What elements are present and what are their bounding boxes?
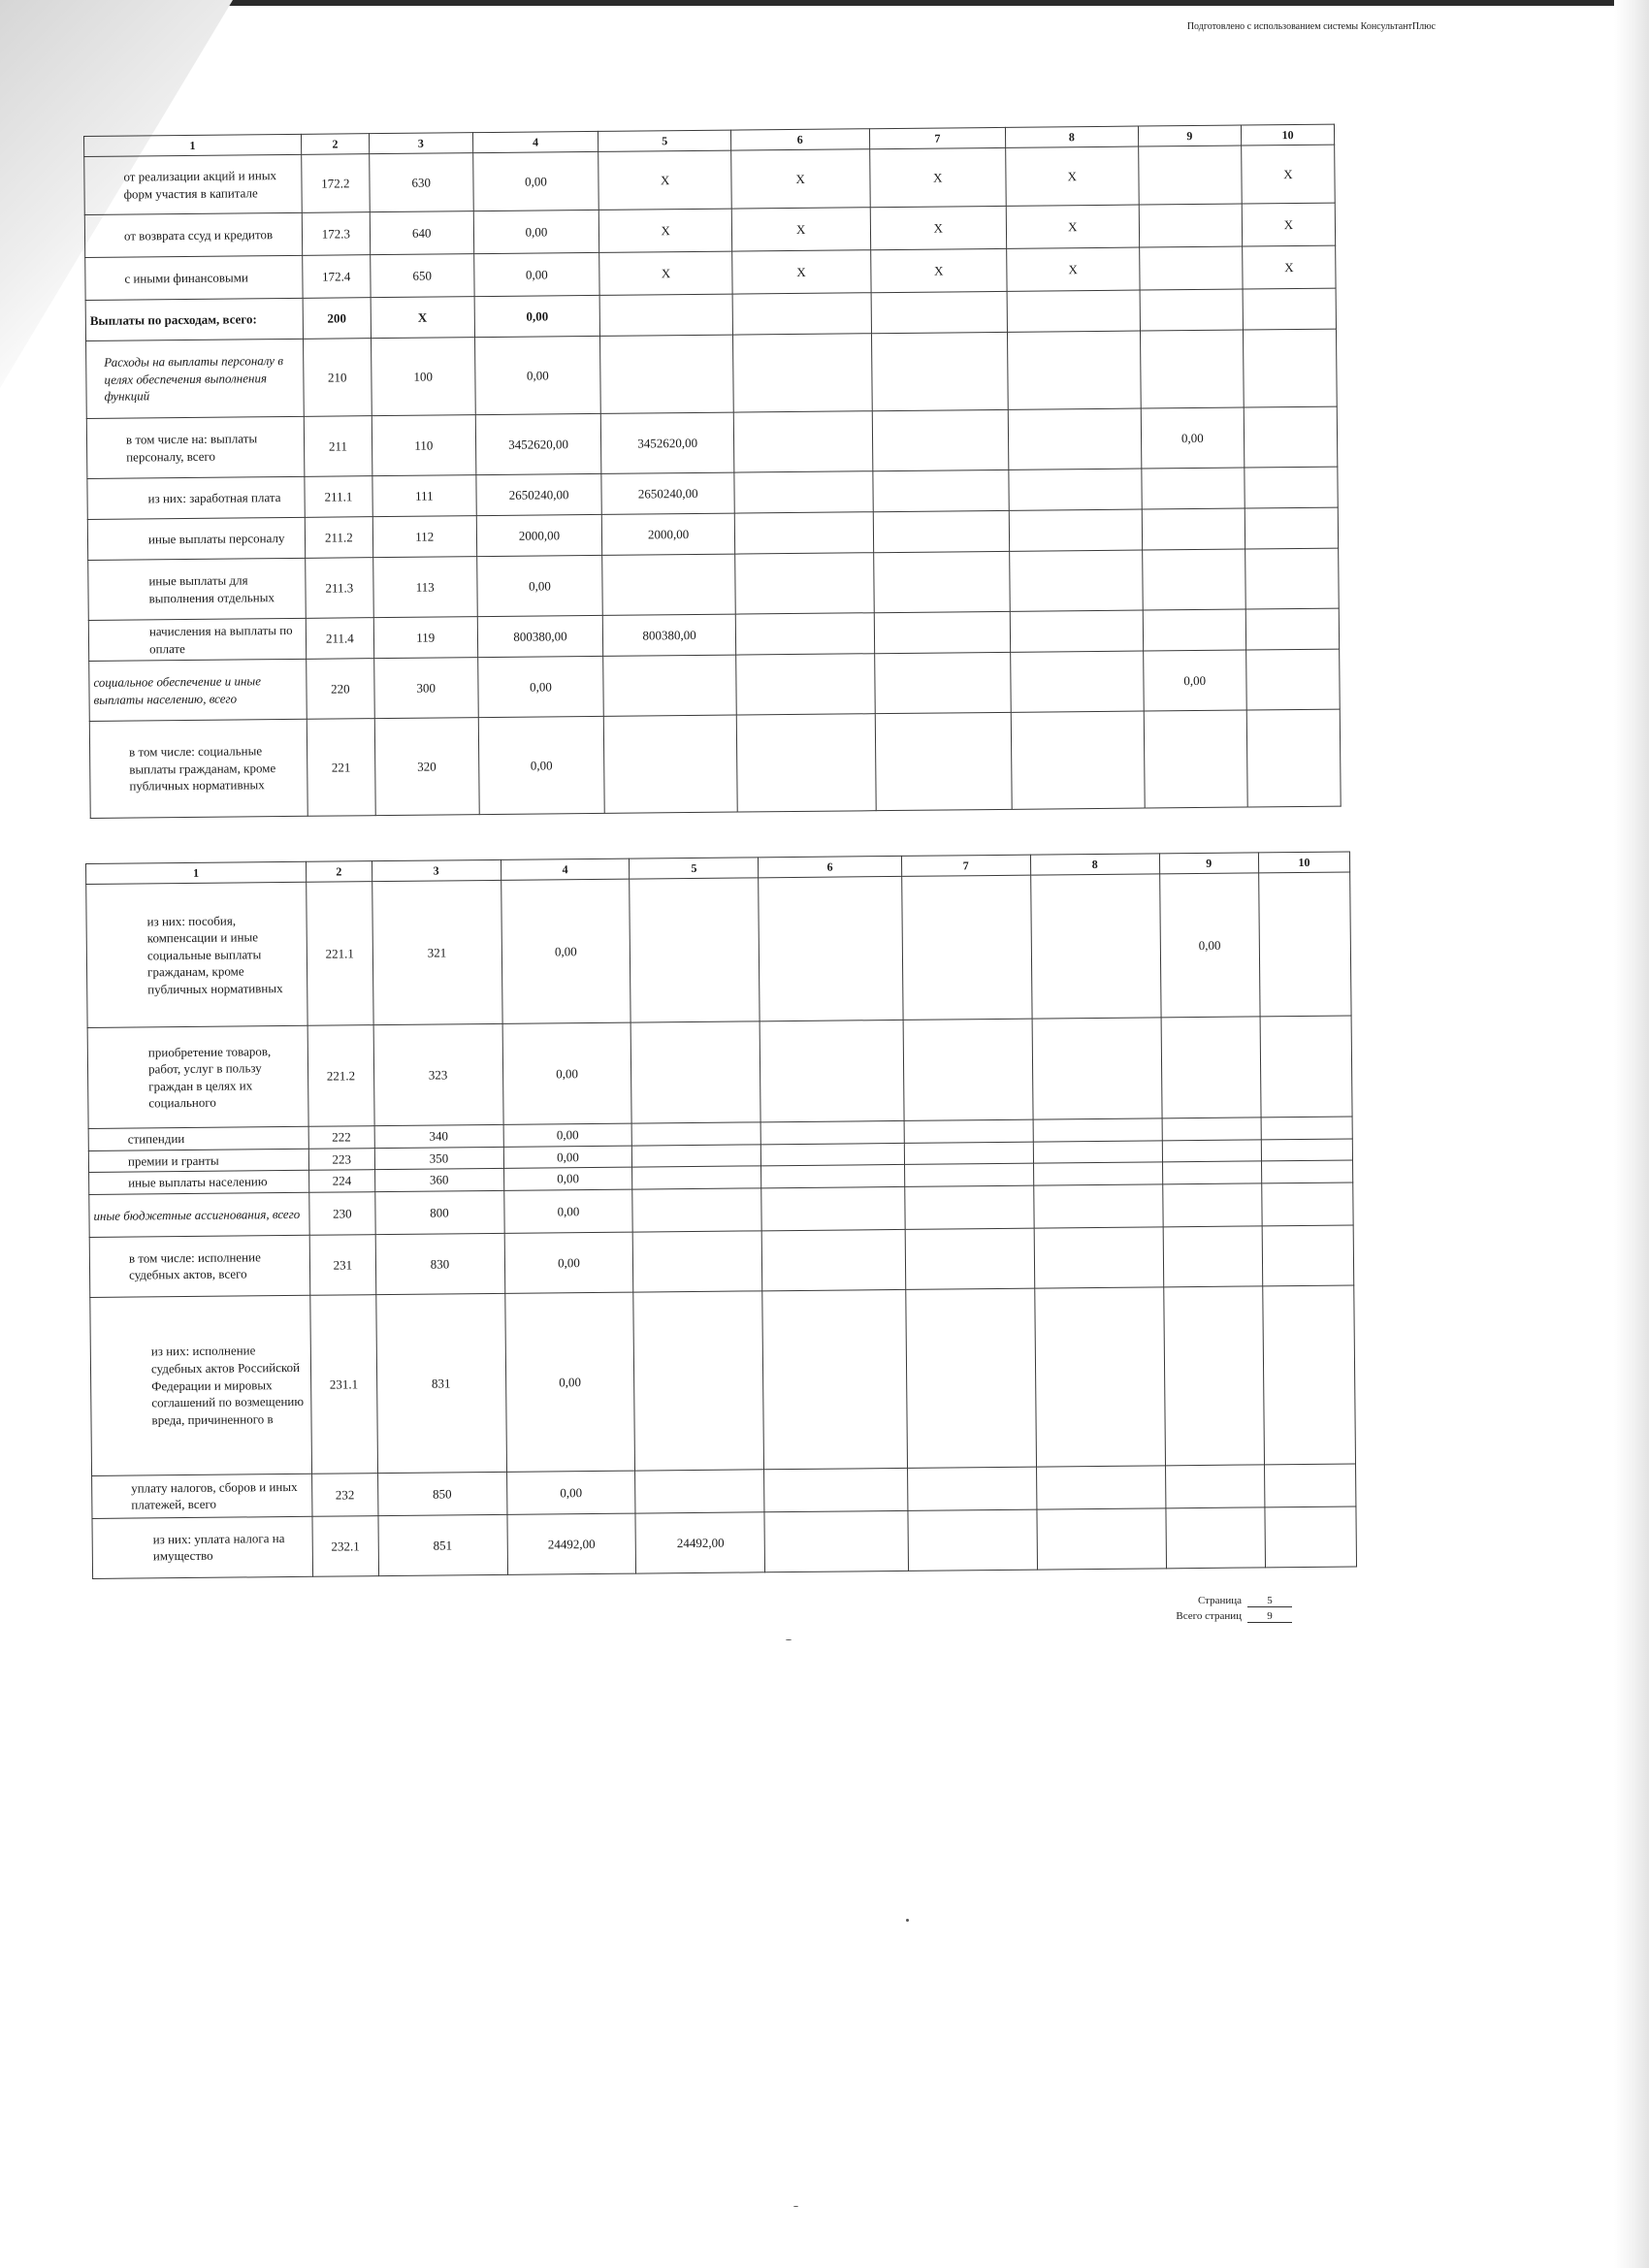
- table-cell-c5: [631, 1021, 761, 1123]
- page-label: Страница: [1197, 1595, 1242, 1606]
- total-label: Всего страниц: [1176, 1610, 1242, 1622]
- table-cell-c4: 0,00: [476, 556, 603, 617]
- table-cell-c4: 0,00: [503, 1123, 632, 1147]
- table-cell-c10: [1246, 649, 1341, 710]
- total-value: 9: [1247, 1610, 1292, 1623]
- table-cell-c2: 222: [308, 1126, 374, 1149]
- table-cell-c9: [1144, 710, 1247, 808]
- row-name-cell: иные бюджетные ассигнования, всего: [89, 1192, 309, 1237]
- table-cell-c5: [632, 1145, 761, 1168]
- table-cell-c4: 0,00: [506, 1471, 635, 1514]
- table-cell-c6: [735, 654, 874, 715]
- table-cell-c3: 320: [374, 718, 478, 816]
- table-cell-c6: [762, 1289, 907, 1469]
- row-name-cell: из них: заработная плата: [87, 477, 305, 520]
- table-cell-c6: [761, 1186, 905, 1230]
- table-cell-c3: 831: [375, 1293, 506, 1473]
- table-cell-c10: X: [1242, 203, 1335, 246]
- table-cell-c6: [761, 1121, 904, 1145]
- table-cell-c7: X: [869, 148, 1006, 208]
- table-cell-c2: 211.2: [305, 517, 373, 559]
- row-name-cell: иные выплаты населению: [89, 1171, 309, 1195]
- table-cell-c5: [603, 655, 736, 716]
- table-cell-c4: 0,00: [501, 879, 630, 1023]
- table-cell-c6: X: [731, 250, 870, 294]
- table-cell-c4: 0,00: [502, 1022, 632, 1124]
- table-cell-c7: [904, 1119, 1033, 1143]
- table-cell-c9: [1141, 468, 1245, 509]
- column-header: 5: [630, 858, 759, 879]
- table-cell-c6: [761, 1165, 904, 1188]
- row-name-cell: в том числе на: выплаты персоналу, всего: [86, 417, 304, 479]
- table-cell-c4: 0,00: [474, 296, 600, 338]
- table-cell-c3: 800: [374, 1190, 503, 1234]
- table-cell-c8: [1009, 509, 1142, 551]
- table-cell-c8: [1033, 1162, 1162, 1185]
- table-cell-c5: 800380,00: [603, 614, 736, 656]
- table-cell-c3: 851: [378, 1514, 508, 1575]
- table-cell-c8: [1010, 550, 1143, 611]
- table-cell-c8: [1033, 1184, 1162, 1228]
- table-cell-c4: 0,00: [477, 657, 604, 718]
- column-header: 7: [901, 855, 1030, 876]
- table-row: [89, 709, 1341, 818]
- table-row: [86, 872, 1351, 1028]
- row-name-cell: стипендии: [88, 1126, 308, 1150]
- table-cell-c9: [1138, 146, 1242, 205]
- column-header: 6: [730, 129, 869, 151]
- table-cell-c8: [1007, 290, 1140, 332]
- table-cell-c5: [633, 1231, 763, 1292]
- table-cell-c10: [1244, 406, 1338, 468]
- row-name-cell: премии и гранты: [88, 1149, 308, 1173]
- table-cell-c9: [1162, 1183, 1262, 1227]
- table-cell-c3: 650: [371, 254, 474, 298]
- table-cell-c5: [635, 1470, 764, 1513]
- table-cell-c8: [1008, 331, 1141, 409]
- table-cell-c5: [604, 715, 737, 813]
- table-cell-c5: [630, 878, 760, 1022]
- column-header: 4: [472, 131, 598, 152]
- column-header: 8: [1006, 126, 1139, 147]
- table-cell-c2: 232: [312, 1473, 378, 1516]
- row-name-cell: с иными финансовыми: [85, 256, 303, 301]
- table-cell-c7: [905, 1228, 1035, 1289]
- column-header: 8: [1030, 854, 1159, 875]
- row-name-cell: из них: уплата налога на имущество: [92, 1516, 313, 1578]
- table-cell-c6: [733, 411, 872, 472]
- table-cell-c4: 0,00: [504, 1232, 634, 1293]
- table-cell-c5: [602, 554, 735, 615]
- table-cell-c7: [873, 511, 1010, 553]
- table-cell-c6: [760, 1021, 904, 1122]
- row-name-cell: иные выплаты персоналу: [87, 518, 305, 561]
- row-name-cell: иные выплаты для выполнения отдельных: [88, 559, 306, 621]
- column-header: 7: [869, 127, 1006, 149]
- table-cell-c7: [905, 1288, 1036, 1468]
- scan-speck: [786, 1639, 792, 1640]
- table-cell-c3: 830: [375, 1233, 505, 1294]
- table-cell-c3: 630: [370, 153, 473, 212]
- header-note: Подготовлено с использованием системы КонсультантПлюс: [1186, 21, 1436, 32]
- table-cell-c8: [1010, 610, 1143, 652]
- table-row: [90, 1285, 1356, 1475]
- table-cell-c6: [761, 1143, 904, 1166]
- table-cell-c10: [1262, 1225, 1354, 1286]
- table-cell-c2: 172.4: [302, 255, 371, 299]
- table-cell-c5: [632, 1122, 761, 1146]
- table-cell-c9: 0,00: [1143, 650, 1246, 711]
- row-name-cell: от возврата ссуд и кредитов: [84, 213, 302, 258]
- table-cell-c2: 231.1: [310, 1294, 377, 1474]
- table-cell-c8: [1034, 1287, 1165, 1467]
- total-pages: [1154, 1610, 1292, 1623]
- table-cell-c10: [1261, 1117, 1352, 1139]
- table-cell-c6: [762, 1229, 906, 1290]
- table-cell-c10: [1261, 1139, 1352, 1161]
- table-cell-c8: X: [1006, 146, 1139, 206]
- table-cell-c3: 321: [372, 881, 501, 1025]
- table-cell-c5: 2000,00: [602, 513, 735, 555]
- table-cell-c6: [732, 334, 871, 412]
- table-cell-c5: X: [598, 150, 731, 210]
- table-cell-c10: [1245, 608, 1339, 650]
- table-cell-c3: 323: [373, 1024, 503, 1126]
- table-cell-c4: 3452620,00: [475, 414, 602, 475]
- table-row: [87, 1016, 1352, 1129]
- table-cell-c3: 100: [372, 338, 475, 416]
- row-name-cell: из них: исполнение судебных актов Российской Федерации и мировых соглашений по возмещению вреда, причиненного в: [90, 1295, 312, 1475]
- table-cell-c3: 360: [374, 1169, 503, 1192]
- table-row: [92, 1507, 1357, 1579]
- table-cell-c7: [904, 1163, 1033, 1186]
- table-cell-c10: [1258, 872, 1351, 1017]
- table-cell-c7: [873, 552, 1010, 613]
- table-cell-c3: 300: [374, 658, 478, 719]
- column-header: 3: [369, 133, 472, 154]
- table-cell-c7: X: [870, 249, 1007, 293]
- table-cell-c7: X: [870, 207, 1007, 250]
- table-cell-c7: [872, 470, 1009, 512]
- table-cell-c9: [1162, 1140, 1261, 1163]
- table-cell-c10: [1243, 329, 1337, 407]
- table-cell-c5: [632, 1188, 761, 1232]
- column-header: 10: [1258, 852, 1349, 873]
- table-row: [86, 329, 1338, 418]
- table-cell-c7: [908, 1509, 1038, 1571]
- table-cell-c9: [1163, 1286, 1264, 1466]
- table-cell-c5: X: [599, 209, 732, 252]
- table-cell-c10: [1261, 1160, 1352, 1183]
- column-header: 10: [1241, 124, 1334, 146]
- table-cell-c5: [632, 1166, 761, 1189]
- table-cell-c3: 340: [374, 1125, 503, 1149]
- table-cell-c7: [901, 875, 1031, 1020]
- table-cell-c7: [907, 1467, 1036, 1510]
- table-cell-c7: [871, 292, 1008, 334]
- column-header: 2: [307, 861, 372, 883]
- table-cell-c5: [600, 294, 733, 336]
- table-cell-c4: 0,00: [478, 717, 605, 815]
- table-cell-c3: 113: [373, 557, 477, 618]
- table-cell-c2: 220: [306, 659, 374, 720]
- column-header: 5: [598, 130, 731, 151]
- column-header: 4: [501, 859, 630, 880]
- table-cell-c6: [736, 714, 876, 812]
- expenses-table-part-2: [85, 851, 1357, 1578]
- table-cell-c9: [1143, 609, 1246, 651]
- column-header: 1: [86, 861, 307, 884]
- table-cell-c9: [1165, 1465, 1265, 1508]
- table-cell-c9: [1139, 204, 1243, 247]
- scan-speck: [906, 1919, 909, 1922]
- table-cell-c3: 850: [377, 1472, 506, 1515]
- table-cell-c7: [904, 1142, 1033, 1165]
- column-header: 2: [301, 134, 369, 155]
- table-cell-c8: [1036, 1466, 1165, 1509]
- row-name-cell: из них: пособия, компенсации и иные социальные выплаты гражданам, кроме публичных нормативных: [86, 883, 307, 1028]
- page-value: 5: [1247, 1595, 1292, 1607]
- column-header: 3: [372, 859, 501, 881]
- row-name-cell: в том числе: исполнение судебных актов, всего: [89, 1235, 310, 1297]
- table-cell-c8: [1034, 1227, 1164, 1288]
- table-cell-c10: [1262, 1183, 1354, 1226]
- table-cell-c2: 230: [309, 1191, 375, 1235]
- expenses-table-part-1: [83, 124, 1342, 820]
- table-cell-c9: [1139, 246, 1243, 290]
- row-name-cell: в том числе: социальные выплаты гражданам, кроме публичных нормативных: [89, 720, 307, 819]
- table-cell-c2: 200: [303, 298, 372, 340]
- table-cell-c10: X: [1242, 145, 1336, 204]
- table-cell-c4: 0,00: [473, 253, 599, 297]
- table-cell-c5: X: [599, 251, 732, 295]
- table-cell-c4: 0,00: [503, 1189, 632, 1233]
- table-body: [86, 872, 1357, 1578]
- table-cell-c5: 24492,00: [635, 1512, 765, 1573]
- table-cell-c9: [1166, 1507, 1266, 1569]
- table-cell-c2: 211: [304, 416, 372, 477]
- table-cell-c6: [759, 877, 903, 1021]
- table-cell-c2: 211.4: [306, 618, 374, 660]
- table-cell-c7: [874, 612, 1011, 654]
- table-cell-c9: 0,00: [1159, 873, 1260, 1018]
- table-cell-c9: [1140, 289, 1244, 331]
- scan-top-edge: [0, 0, 1649, 6]
- table-cell-c3: 640: [370, 211, 473, 255]
- table-cell-c4: 0,00: [473, 211, 599, 254]
- table-cell-c2: 221: [307, 719, 375, 817]
- table-cell-c10: [1246, 709, 1341, 807]
- table-cell-c6: [764, 1510, 908, 1571]
- table-cell-c4: 0,00: [503, 1167, 632, 1190]
- table-cell-c4: 0,00: [474, 337, 601, 415]
- table-cell-c10: [1260, 1016, 1352, 1118]
- table-cell-c9: [1162, 1161, 1261, 1184]
- column-header: 6: [759, 856, 901, 878]
- table-cell-c2: 221.2: [307, 1025, 373, 1127]
- table-cell-c5: [600, 335, 733, 413]
- table-cell-c10: [1263, 1285, 1356, 1465]
- table-cell-c2: 211.3: [305, 558, 373, 619]
- table-cell-c8: X: [1007, 247, 1140, 291]
- table-cell-c6: [734, 471, 873, 513]
- table-cell-c7: [875, 713, 1013, 811]
- page-number: [1154, 1595, 1292, 1607]
- table-cell-c8: [1011, 651, 1144, 712]
- column-header: 9: [1159, 853, 1258, 874]
- table-cell-c8: [1009, 469, 1142, 510]
- scan-right-edge: [1614, 0, 1649, 2268]
- table-cell-c4: 0,00: [504, 1292, 635, 1472]
- table-cell-c4: 800380,00: [477, 616, 603, 658]
- table-cell-c9: [1163, 1226, 1263, 1287]
- table-cell-c2: 211.1: [305, 476, 373, 518]
- table-cell-c7: [871, 333, 1008, 411]
- table-cell-c3: 111: [372, 475, 476, 517]
- table-cell-c3: X: [371, 297, 474, 339]
- table-cell-c2: 224: [309, 1170, 375, 1192]
- table-cell-c4: 24492,00: [506, 1513, 636, 1574]
- table-cell-c8: [1011, 711, 1144, 809]
- table-cell-c8: X: [1006, 205, 1139, 248]
- table-cell-c6: [732, 293, 871, 335]
- table-cell-c10: [1245, 507, 1338, 549]
- table-cell-c6: [734, 512, 873, 554]
- column-header: 1: [84, 134, 302, 156]
- table-cell-c8: [1037, 1508, 1167, 1570]
- row-name-cell: от реализации акций и иных форм участия в капитале: [84, 155, 302, 215]
- column-header: 9: [1138, 125, 1242, 146]
- table-cell-c9: [1142, 508, 1245, 550]
- table-cell-c2: 231: [309, 1234, 375, 1295]
- table-cell-c3: 110: [372, 415, 475, 476]
- table-cell-c6: X: [731, 208, 870, 251]
- table-cell-c8: [1032, 1018, 1162, 1119]
- table-cell-c2: 172.2: [301, 154, 370, 213]
- table-cell-c3: 350: [374, 1147, 503, 1170]
- table-cell-c4: 0,00: [472, 152, 599, 211]
- table-cell-c3: 112: [372, 516, 476, 558]
- row-name-cell: Выплаты по расходам, всего:: [85, 299, 303, 341]
- row-name-cell: начисления на выплаты по оплате: [88, 619, 306, 662]
- table-cell-c2: 210: [303, 339, 372, 417]
- table-cell-c10: [1245, 548, 1340, 609]
- table-cell-c6: X: [730, 149, 869, 209]
- table-cell-c9: [1162, 1118, 1261, 1141]
- row-name-cell: социальное обеспечение и иные выплаты населению, всего: [89, 660, 307, 722]
- row-name-cell: Расходы на выплаты персоналу в целях обеспечения выполнения функций: [86, 340, 304, 419]
- table-cell-c6: [764, 1468, 908, 1511]
- table-cell-c9: [1140, 330, 1244, 408]
- table-cell-c10: [1243, 288, 1336, 330]
- table-cell-c5: 2650240,00: [601, 472, 734, 514]
- table-cell-c6: [734, 553, 873, 614]
- table-cell-c5: 3452620,00: [601, 412, 734, 473]
- table-cell-c8: [1008, 408, 1141, 470]
- table-cell-c7: [904, 1185, 1033, 1229]
- table-cell-c10: [1245, 467, 1338, 508]
- table-cell-c7: [872, 410, 1009, 471]
- table-cell-c9: [1142, 549, 1245, 610]
- table-cell-c8: [1033, 1141, 1162, 1164]
- table-cell-c7: [874, 653, 1011, 714]
- table-cell-c9: [1161, 1017, 1261, 1118]
- table-cell-c6: [735, 613, 874, 655]
- row-name-cell: уплату налогов, сборов и иных платежей, всего: [92, 1474, 312, 1518]
- table-cell-c5: [633, 1291, 764, 1471]
- table-cell-c7: [903, 1019, 1033, 1120]
- table-cell-c4: 2000,00: [476, 515, 602, 557]
- table-cell-c9: 0,00: [1141, 407, 1245, 469]
- table-cell-c10: [1265, 1507, 1357, 1568]
- table-body: [84, 145, 1341, 818]
- table-cell-c8: [1033, 1118, 1162, 1142]
- table-cell-c4: 2650240,00: [475, 474, 601, 516]
- table-cell-c2: 223: [308, 1148, 374, 1170]
- table-cell-c8: [1030, 874, 1160, 1019]
- scan-speck: [793, 2206, 798, 2207]
- table-cell-c2: 232.1: [312, 1515, 378, 1576]
- table-cell-c4: 0,00: [503, 1146, 632, 1169]
- table-cell-c3: 119: [373, 617, 477, 659]
- table-cell-c2: 221.1: [307, 882, 373, 1026]
- table-cell-c2: 172.3: [302, 212, 371, 256]
- table-cell-c10: X: [1243, 245, 1336, 289]
- row-name-cell: приобретение товаров, работ, услуг в пользу граждан в целях их социального: [87, 1025, 308, 1128]
- table-cell-c10: [1264, 1464, 1356, 1507]
